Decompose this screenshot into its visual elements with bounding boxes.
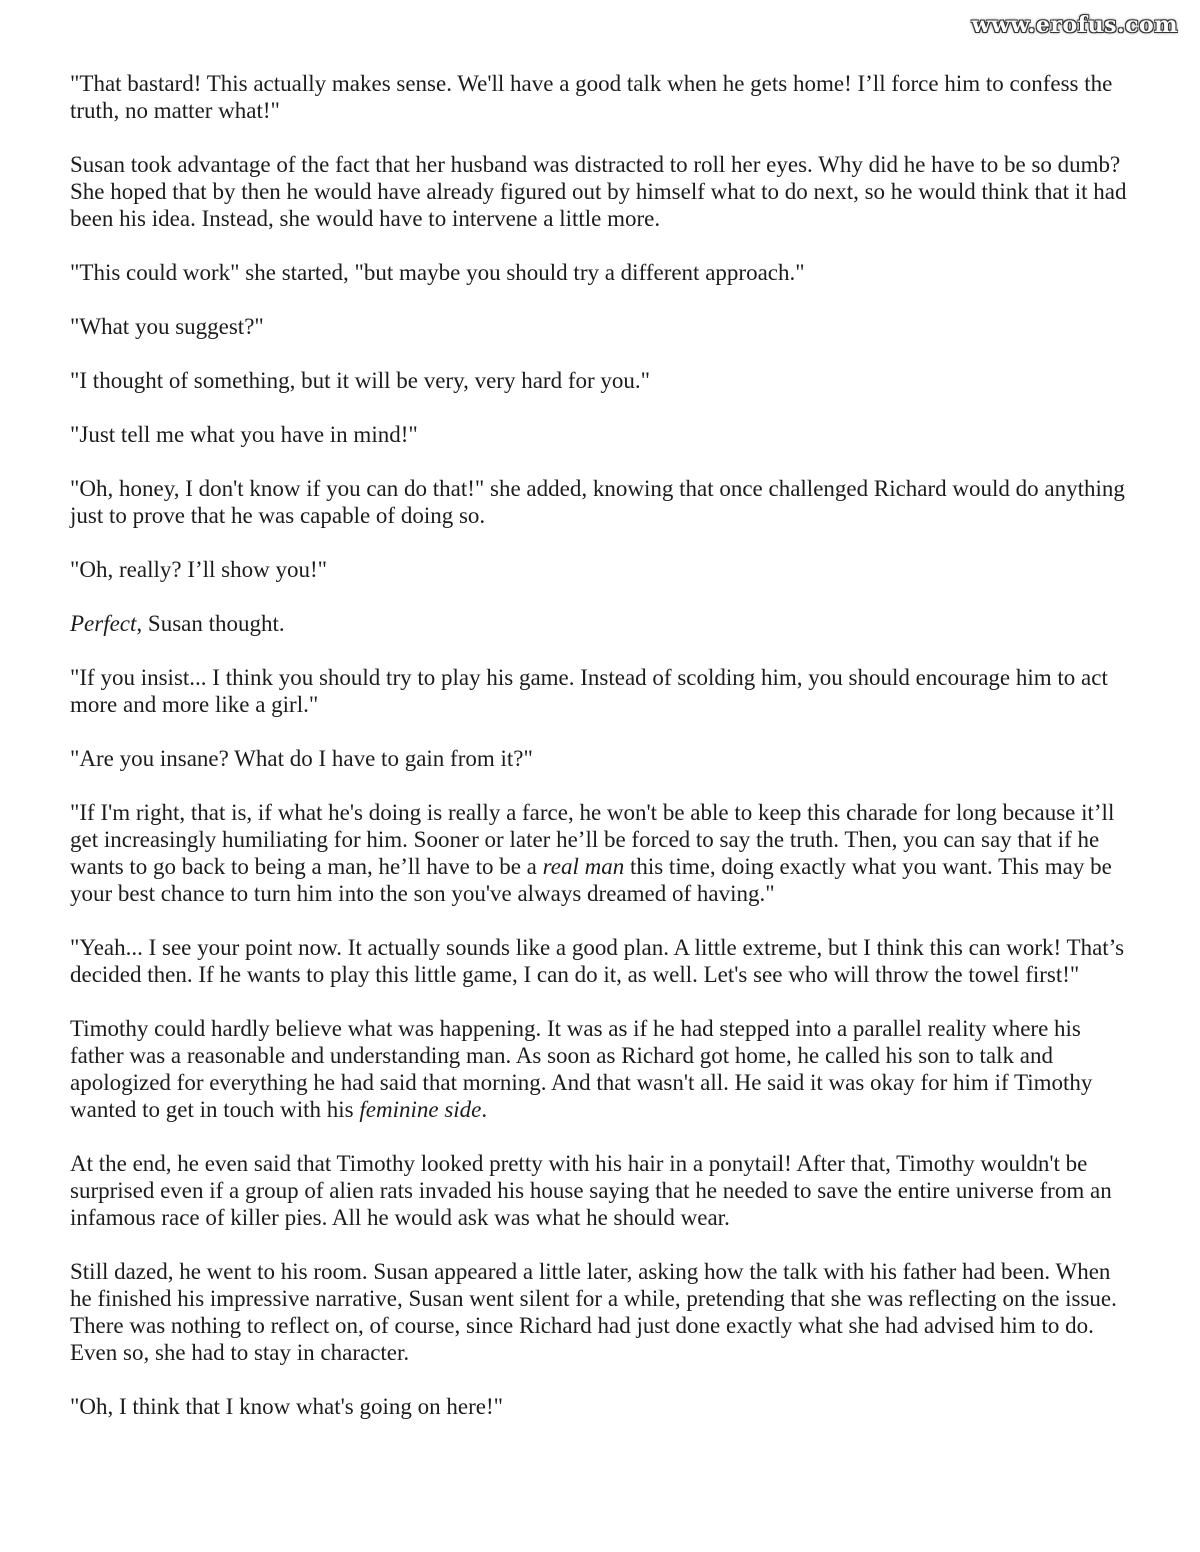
paragraph-17: "Oh, I think that I know what's going on here!" (70, 1394, 504, 1419)
paragraph-13: "Yeah... I see your point now. It actually sounds like a good plan. A little extreme, but I think this can work! That’s decided then. If he wants to play this little game, I can do it, as well. Let's see who will throw the towel first!" (70, 935, 1125, 987)
paragraph-1: "That bastard! This actually makes sense. We'll have a good talk when he gets home! I’ll force him to confess the truth, no matter what!" (70, 71, 1113, 123)
paragraph-5: "I thought of something, but it will be very, very hard for you." (70, 368, 651, 393)
paragraph-14 (70, 1015, 1132, 1123)
paragraph-3: "This could work" she started, "but maybe you should try a different approach." (70, 260, 805, 285)
document-page (70, 70, 1132, 1420)
paragraph-10: "If you insist... I think you should try to play his game. Instead of scolding him, you should encourage him to act more and more like a girl." (70, 665, 1108, 717)
paragraph-12-text-b: this time, doing exactly what you want. This may be your best chance to turn him into the son you've always dreamed of having." (70, 854, 1112, 906)
paragraph-6: "Just tell me what you have in mind!" (70, 422, 418, 447)
paragraph-4: "What you suggest?" (70, 314, 264, 339)
paragraph-16: Still dazed, he went to his room. Susan appeared a little later, asking how the talk with his father had been. When he finished his impressive narrative, Susan went silent for a while, pretending that she was reflecting on the issue. There was nothing to reflect on, of course, since Richard had just done exactly what she had advised him to do. Even so, she had to stay in character. (70, 1259, 1117, 1365)
paragraph-12-text-a: "If I'm right, that is, if what he's doing is really a farce, he won't be able to keep this charade for long because it’ll get increasingly humiliating for him. Sooner or later he’ll be forced to say the truth. Then, you can say that if he wants to go back to being a man, he’ll have to be a (70, 800, 1115, 879)
paragraph-11: "Are you insane? What do I have to gain from it?" (70, 746, 533, 771)
paragraph-8: "Oh, really? I’ll show you!" (70, 557, 328, 582)
watermark-text: www.erofus.com (971, 12, 1178, 38)
italic-emphasis: feminine side (359, 1097, 482, 1122)
italic-emphasis: Perfect (70, 611, 137, 636)
paragraph-12 (70, 799, 1132, 907)
paragraph-14-text-a: Timothy could hardly believe what was happening. It was as if he had stepped into a parallel reality where his father was a reasonable and understanding man. As soon as Richard got home, he called his son to talk and apologized for everything he had said that morning. And that wasn't all. He said it was okay for him if Timothy wanted to get in touch with his (70, 1016, 1093, 1122)
italic-emphasis: real man (542, 854, 625, 879)
paragraph-9-text: , Susan thought. (136, 611, 285, 636)
paragraph-9 (70, 610, 1132, 637)
paragraph-15: At the end, he even said that Timothy looked pretty with his hair in a ponytail! After that, Timothy wouldn't be surprised even if a group of alien rats invaded his house saying that he needed to save the entire universe from an infamous race of killer pies. All he would ask was what he should wear. (70, 1151, 1112, 1230)
paragraph-2: Susan took advantage of the fact that her husband was distracted to roll her eyes. Why did he have to be so dumb? She hoped that by then he would have already figured out by himself what to do next, so he would think that it had been his idea. Instead, she would have to intervene a little more. (70, 152, 1127, 231)
paragraph-14-text-b: . (481, 1097, 488, 1122)
paragraph-7: "Oh, honey, I don't know if you can do that!" she added, knowing that once challenged Richard would do anything just to prove that he was capable of doing so. (70, 476, 1125, 528)
